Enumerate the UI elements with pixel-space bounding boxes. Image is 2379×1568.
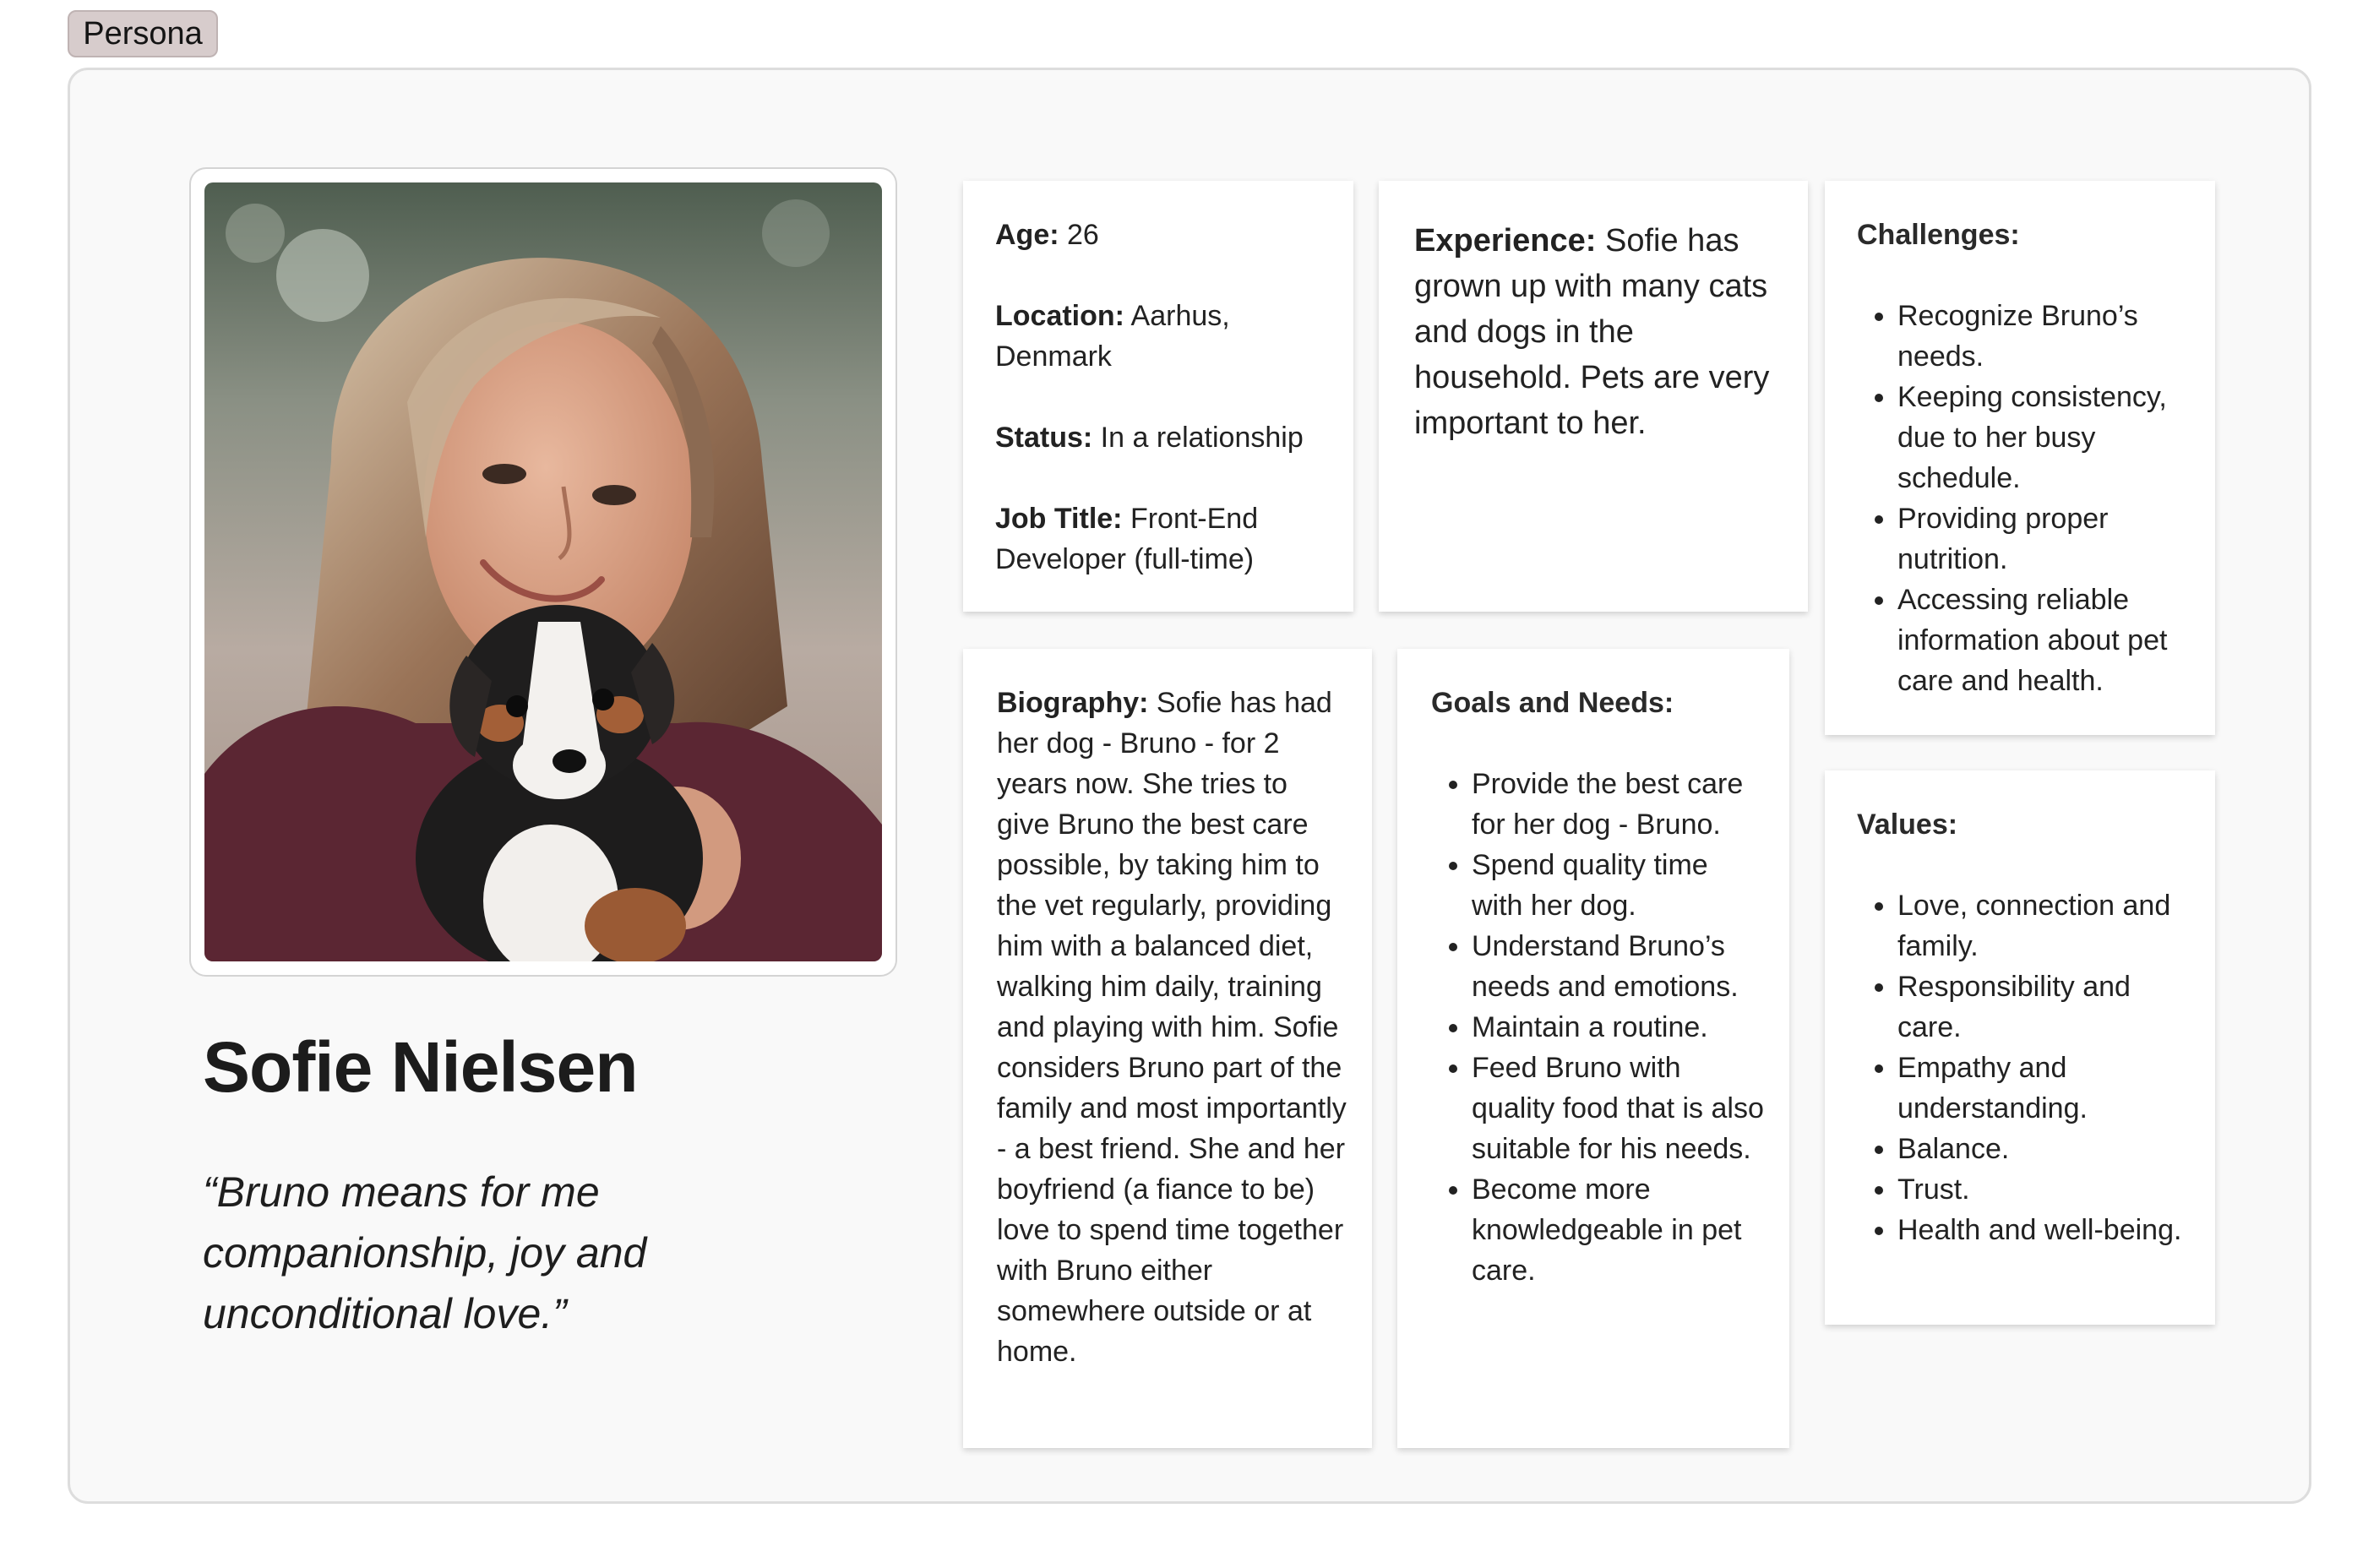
- experience-label: Experience:: [1414, 223, 1597, 259]
- biography-card: [963, 649, 1372, 1448]
- status-label: Status:: [995, 422, 1093, 454]
- values-title: Values:: [1857, 808, 1958, 841]
- job-row: [995, 498, 1328, 580]
- challenges-title: Challenges:: [1857, 219, 2020, 251]
- biography-body: Sofie has had her dog - Bruno - for 2 years now. She tries to give Bruno the best care possible, by taking him to the vet regularly, providing him with a balanced diet, walking him daily, training and playing with him. Sofie considers Bruno part of the family and most importantly - a best friend. She and her boyfriend (a fiance to be) love to spend time together with Bruno either somewhere outside or at home.: [997, 687, 1347, 1368]
- age-row: [995, 215, 1328, 255]
- challenge-item: • Keeping consistency, due to her busy schedule.: [1897, 377, 2190, 498]
- status-value: In a relationship: [1092, 422, 1304, 454]
- persona-photo: [204, 182, 882, 961]
- challenges-list: [1857, 296, 2190, 701]
- age-value: 26: [1059, 219, 1099, 251]
- biography-label: Biography:: [997, 687, 1149, 719]
- challenge-item: • Recognize Bruno’s needs.: [1897, 296, 2190, 377]
- info-card: [963, 181, 1353, 612]
- value-item: • Responsibility and care.: [1897, 966, 2190, 1048]
- value-item: • Trust.: [1897, 1169, 2190, 1210]
- goals-title: Goals and Needs:: [1431, 687, 1674, 719]
- biography-text: [997, 683, 1347, 1372]
- status-row: [995, 417, 1328, 458]
- photo-card: [189, 167, 897, 977]
- goal-item: • Become more knowledgeable in pet care.: [1472, 1169, 1764, 1291]
- location-value: Aarhus, Denmark: [995, 300, 1230, 373]
- challenge-item: • Accessing reliable information about pet care and health.: [1897, 580, 2190, 701]
- value-item: • Love, connection and family.: [1897, 885, 2190, 966]
- persona-name: Sofie Nielsen: [203, 1027, 638, 1107]
- value-item: • Balance.: [1897, 1129, 2190, 1169]
- challenges-card: [1825, 181, 2215, 735]
- goal-item: • Provide the best care for her dog - Bruno.: [1472, 764, 1764, 845]
- location-row: [995, 296, 1328, 377]
- values-card: [1825, 770, 2215, 1325]
- frame-label[interactable]: Persona: [68, 10, 218, 57]
- goal-item: • Understand Bruno’s needs and emotions.: [1472, 926, 1764, 1007]
- goals-list: [1431, 764, 1764, 1291]
- goal-item: • Maintain a routine.: [1472, 1007, 1764, 1048]
- job-label: Job Title:: [995, 503, 1123, 535]
- experience-body: Sofie has grown up with many cats and dogs in the household. Pets are very important to her.: [1414, 223, 1770, 441]
- value-item: • Health and well-being.: [1897, 1210, 2190, 1250]
- goal-item: • Feed Bruno with quality food that is also suitable for his needs.: [1472, 1048, 1764, 1169]
- goal-item: • Spend quality time with her dog.: [1472, 845, 1764, 926]
- age-label: Age:: [995, 219, 1059, 251]
- experience-card: [1379, 181, 1808, 612]
- goals-card: [1397, 649, 1789, 1448]
- challenge-item: • Providing proper nutrition.: [1897, 498, 2190, 580]
- values-list: [1857, 885, 2190, 1250]
- value-item: • Empathy and understanding.: [1897, 1048, 2190, 1129]
- job-value: Front-End Developer (full-time): [995, 503, 1259, 575]
- persona-quote: “Bruno means for me companionship, joy and unconditional love.”: [203, 1168, 647, 1337]
- experience-text: [1414, 218, 1783, 446]
- location-label: Location:: [995, 300, 1124, 332]
